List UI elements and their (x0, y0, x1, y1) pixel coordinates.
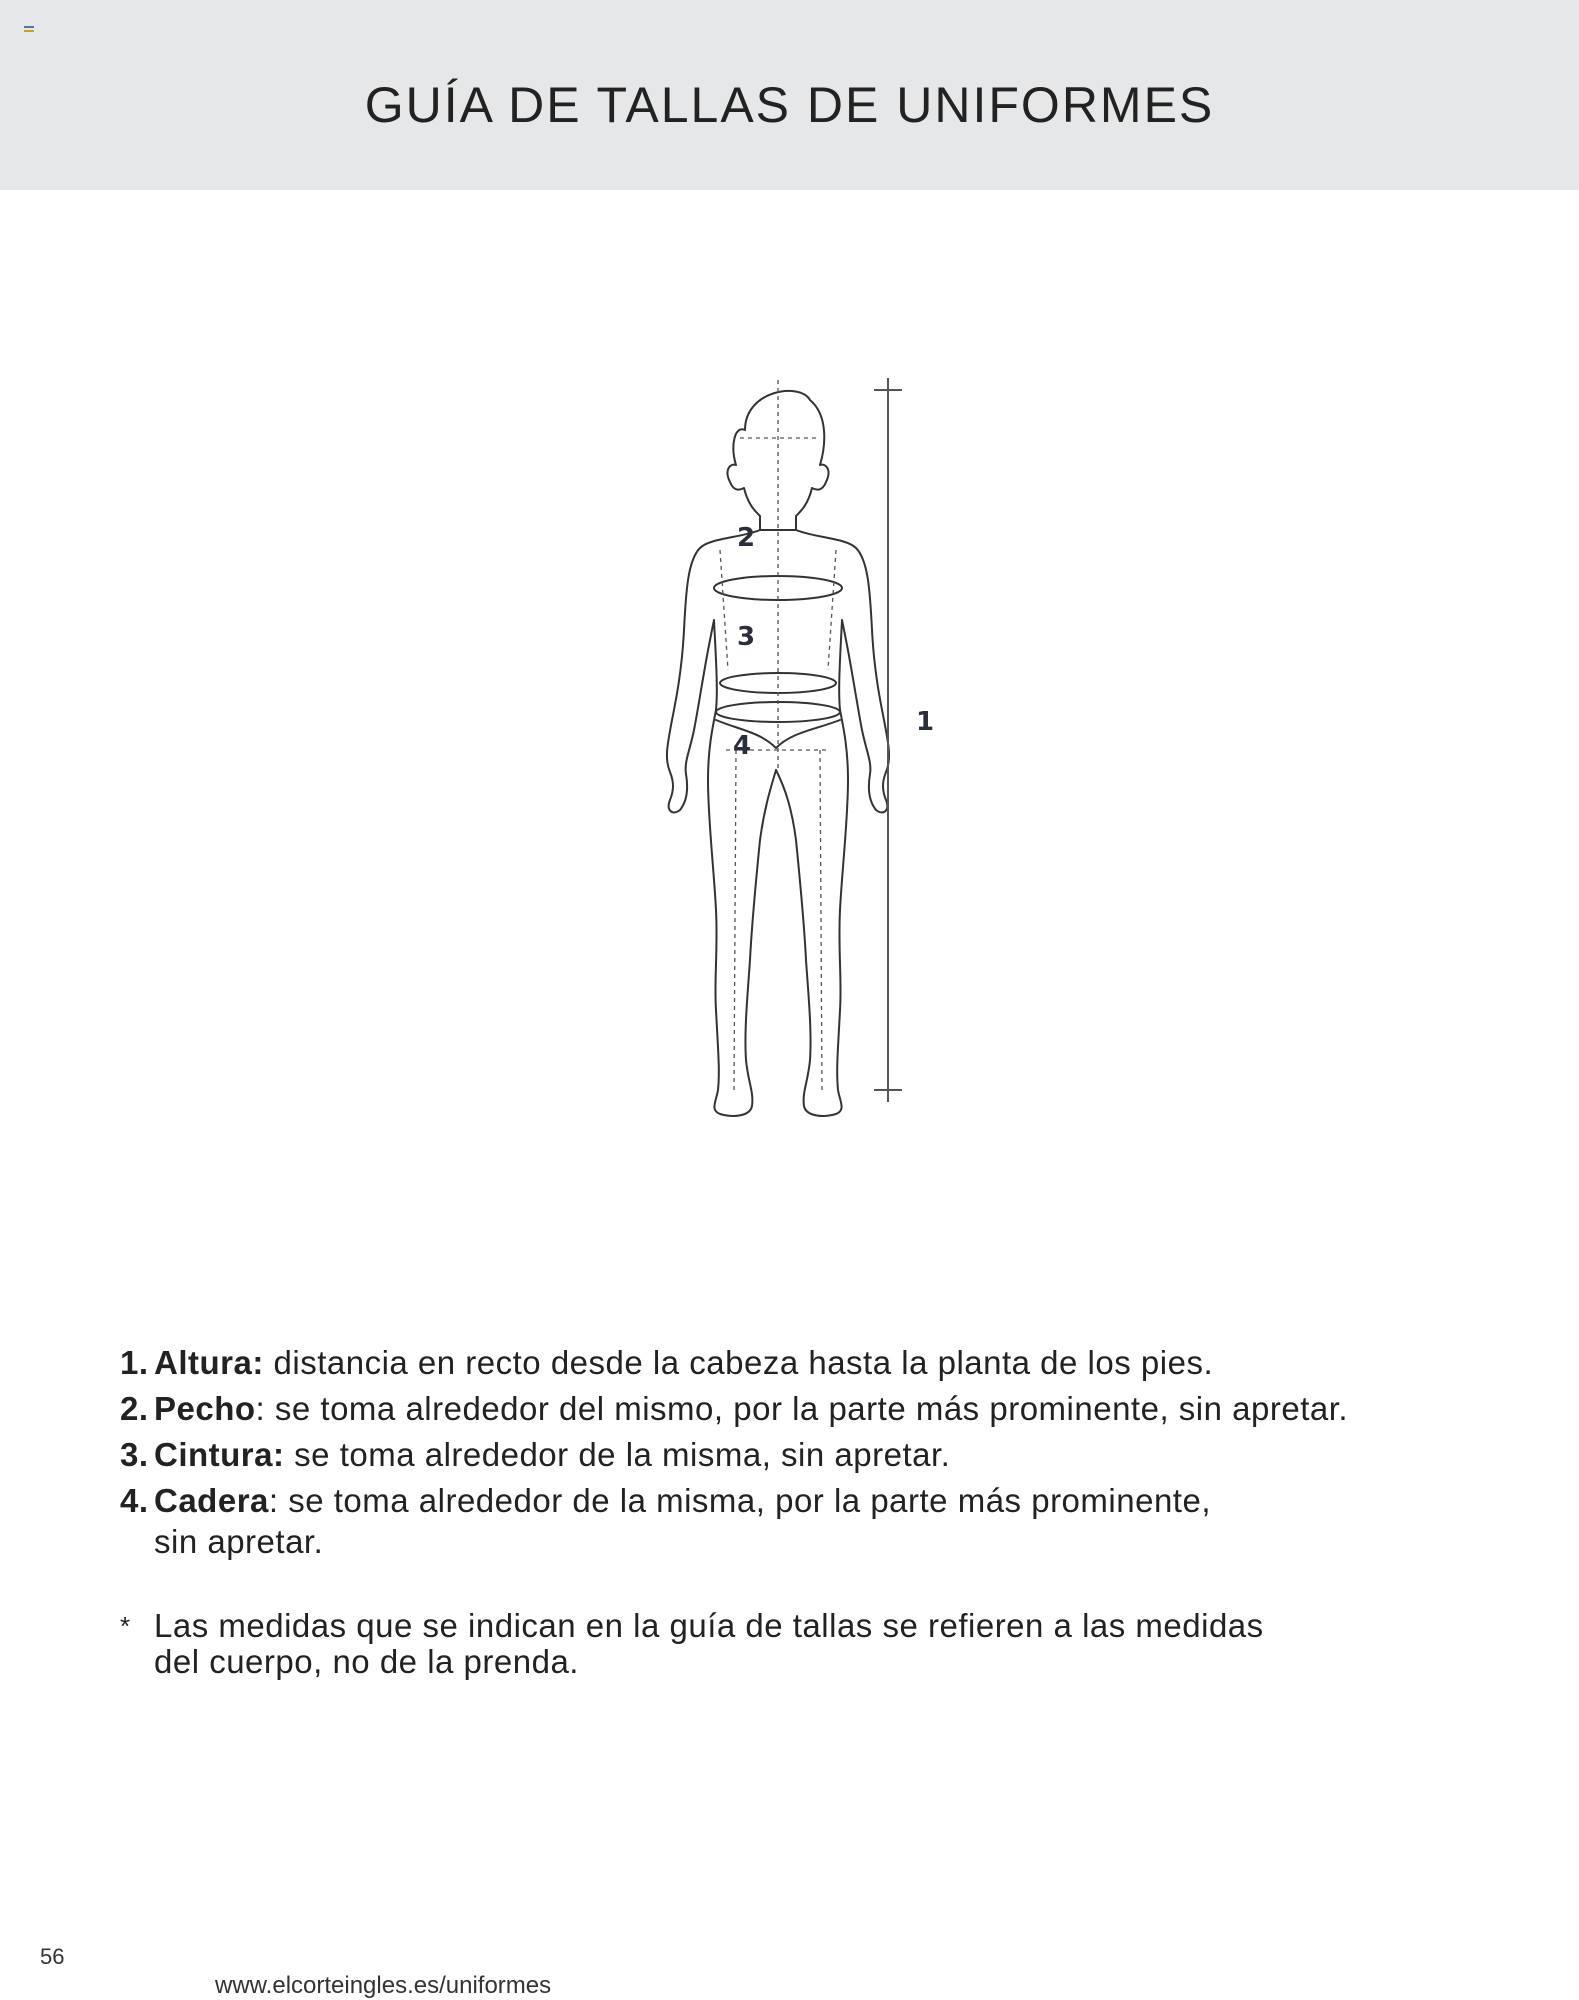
flag-icon (24, 26, 34, 32)
footer-url-link[interactable]: www.elcorteingles.es/uniformes (215, 1972, 552, 1999)
list-item (120, 1432, 1520, 1478)
item-term: Cadera (154, 1482, 269, 1519)
item-text: se toma alrededor de la misma, sin apretar. (284, 1436, 951, 1473)
measurement-list (120, 1340, 1520, 1560)
body-measurement-diagram (600, 370, 960, 1130)
list-item (120, 1478, 1520, 1560)
footnote-symbol: * (120, 1611, 131, 1641)
figure-body-left (667, 530, 776, 1116)
item-text: : se toma alrededor del mismo, por la parte más prominente, sin apretar. (255, 1390, 1349, 1427)
page-number: 56 (40, 1944, 65, 1969)
footnote-line-2: del cuerpo, no de la prenda. (154, 1643, 579, 1680)
footnote-line-1: Las medidas que se indican en la guía de tallas se refieren a las medidas (154, 1607, 1264, 1644)
item-number: 1. (120, 1344, 149, 1381)
label-height: 1 (915, 707, 935, 737)
list-item (120, 1386, 1520, 1432)
label-chest: 2 (736, 523, 756, 553)
item-number: 3. (120, 1436, 149, 1473)
label-waist: 3 (736, 622, 756, 652)
item-term: Altura: (154, 1344, 264, 1381)
item-number: 2. (120, 1390, 149, 1427)
page-header (0, 0, 1579, 190)
item-continuation: sin apretar. (154, 1523, 324, 1560)
footnote (120, 1608, 1454, 1680)
item-text: distancia en recto desde la cabeza hasta la planta de los pies. (263, 1344, 1214, 1381)
item-term: Cintura: (154, 1436, 285, 1473)
label-hip: 4 (732, 731, 752, 761)
page-title: GUÍA DE TALLAS DE UNIFORMES (364, 77, 1215, 133)
item-number: 4. (120, 1482, 149, 1519)
list-item (120, 1340, 1520, 1386)
item-term: Pecho (154, 1390, 256, 1427)
figure-body-right (776, 530, 889, 1116)
item-text: : se toma alrededor de la misma, por la parte más prominente, (268, 1482, 1211, 1519)
